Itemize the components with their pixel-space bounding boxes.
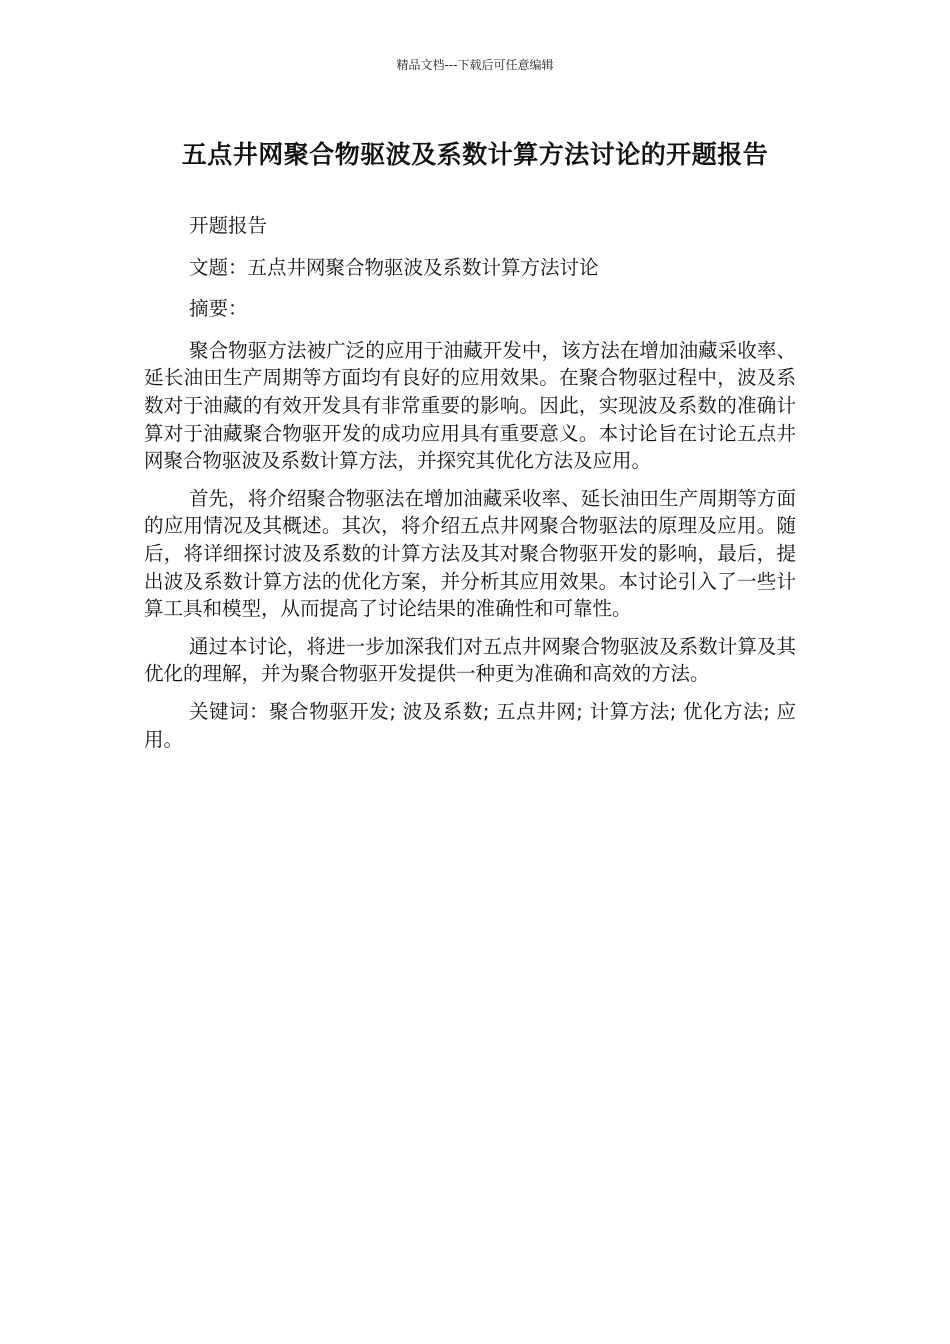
document-body — [144, 212, 796, 763]
header-note: 精品文档---下载后可任意编辑 — [396, 58, 554, 72]
abstract-paragraph-3: 通过本讨论，将进一步加深我们对五点井网聚合物驱波及系数计算及其优化的理解，并为聚合物驱开发提供一种更为准确和高效的方法。 — [144, 634, 796, 686]
keywords-line: 关键词：聚合物驱开发; 波及系数; 五点井网; 计算方法; 优化方法; 应用。 — [144, 699, 796, 751]
heading-label: 开题报告 — [189, 214, 268, 237]
abstract-paragraph-2: 首先，将介绍聚合物驱法在增加油藏采收率、延长油田生产周期等方面的应用情况及其概述。其次，将介绍五点井网聚合物驱法的原理及应用。随后，将详细探讨波及系数的计算方法及其对聚合物驱开发的影响，最后，提出波及系数计算方法的优化方案，并分析其应用效果。本讨论引入了一些计算工具和模型，从而提高了讨论结果的准确性和可靠性。 — [144, 486, 796, 621]
abstract-paragraph-1: 聚合物驱方法被广泛的应用于油藏开发中，该方法在增加油藏采收率、延长油田生产周期等方面均有良好的应用效果。在聚合物驱过程中，波及系数对于油藏的有效开发具有非常重要的影响。因此，实现波及系数的准确计算对于油藏聚合物驱开发的成功应用具有重要意义。本讨论旨在讨论五点井网聚合物驱波及系数计算方法，并探究其优化方法及应用。 — [144, 338, 796, 473]
document-title: 五点井网聚合物驱波及系数计算方法讨论的开题报告 — [181, 140, 769, 169]
abstract-label: 摘要： — [189, 297, 248, 321]
subject-line: 文题：五点井网聚合物驱波及系数计算方法讨论 — [189, 255, 599, 279]
